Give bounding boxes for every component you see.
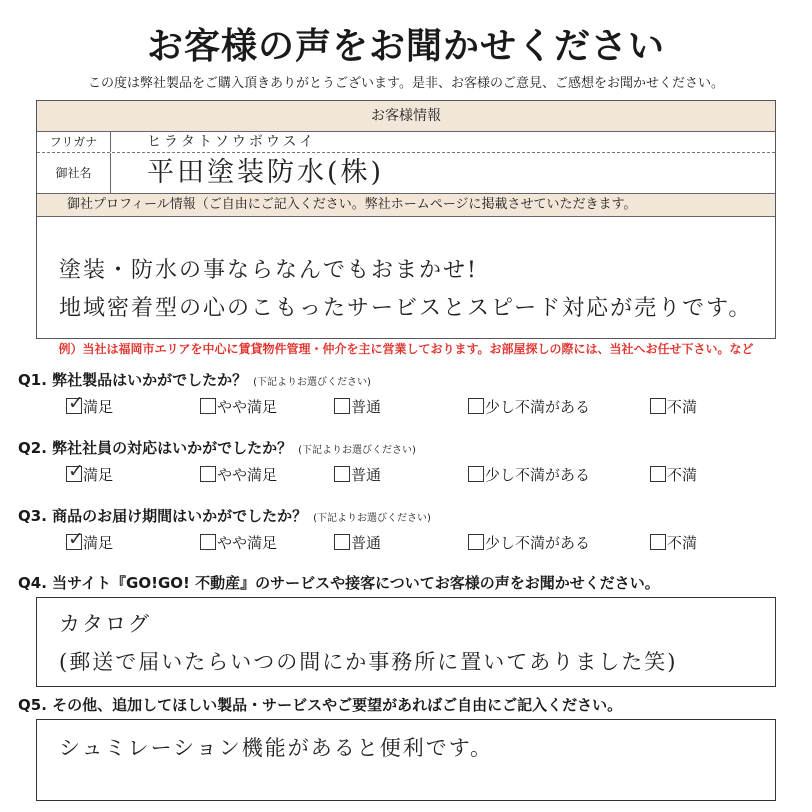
checkbox[interactable] — [334, 534, 350, 550]
intro-text: この度は弊社製品をご購入頂きありがとうございます。是非、お客様のご意見、ご感想をお聞かせください。 — [88, 76, 724, 91]
option-label: 少し不満がある — [485, 398, 591, 416]
question-3-options — [66, 531, 766, 555]
option-label: 不満 — [667, 534, 698, 552]
option-satisfied[interactable] — [66, 463, 113, 487]
option-label: 普通 — [351, 398, 382, 416]
company-label: 御社名 — [37, 153, 111, 193]
option-label: 不満 — [667, 398, 698, 416]
question-5 — [18, 694, 622, 715]
furigana-label: フリガナ — [37, 132, 111, 152]
question-4 — [18, 572, 660, 593]
checkbox[interactable] — [66, 534, 82, 550]
checkbox[interactable] — [200, 466, 216, 482]
example-text: 例）当社は福岡市エリアを中心に賃貸物件管理・仲介を主に営業しております。お部屋探しの際には、当社へお任せ下さい。など — [58, 342, 754, 356]
option-slightly-unsatisfied[interactable] — [468, 463, 590, 487]
option-label: 少し不満がある — [485, 466, 591, 484]
checkbox[interactable] — [468, 466, 484, 482]
option-label: 普通 — [351, 466, 382, 484]
option-average[interactable] — [334, 463, 381, 487]
option-somewhat-satisfied[interactable] — [200, 463, 277, 487]
checkbox[interactable] — [200, 534, 216, 550]
option-label: 満足 — [83, 534, 114, 552]
furigana-field[interactable]: ヒラタトソウボウスイ — [147, 134, 317, 150]
answer-line: シュミレーション機能があると便利です。 — [59, 736, 494, 760]
profile-field[interactable] — [37, 217, 775, 340]
customer-info-box — [36, 100, 776, 339]
checkbox[interactable] — [650, 534, 666, 550]
answer-line: カタログ — [59, 612, 151, 636]
question-3 — [18, 505, 431, 526]
option-slightly-unsatisfied[interactable] — [468, 531, 590, 555]
answer-line: (郵送で届いたらいつの間にか事務所に置いてありました笑) — [59, 650, 678, 674]
profile-line: 地域密着型の心のこもったサービスとスピード対応が売りです。 — [59, 296, 753, 321]
question-label: Q1. 弊社製品はいかがでしたか？ — [18, 371, 248, 389]
furigana-row — [37, 132, 775, 153]
option-average[interactable] — [334, 531, 381, 555]
option-unsatisfied[interactable] — [650, 463, 697, 487]
question-label: Q5. その他、追加してほしい製品・サービスやご要望があればご自由にご記入ください。 — [18, 696, 623, 714]
customer-info-heading: お客様情報 — [37, 101, 775, 132]
question-note: (下記よりお選びください) — [313, 513, 431, 524]
question-2 — [18, 437, 416, 458]
checkbox[interactable] — [650, 398, 666, 414]
option-satisfied[interactable] — [66, 531, 113, 555]
option-label: 普通 — [351, 534, 382, 552]
option-label: やや満足 — [217, 534, 278, 552]
checkbox[interactable] — [334, 398, 350, 414]
checkbox[interactable] — [468, 398, 484, 414]
checkbox[interactable] — [66, 466, 82, 482]
checkbox[interactable] — [66, 398, 82, 414]
profile-heading: 御社プロフィール情報（ご自由にご記入ください。弊社ホームページに掲載させていただきます。 — [37, 194, 775, 217]
checkbox[interactable] — [200, 398, 216, 414]
question-1 — [18, 369, 371, 390]
checkbox[interactable] — [334, 466, 350, 482]
company-name-field[interactable]: 平田塗装防水(株) — [147, 157, 385, 188]
option-somewhat-satisfied[interactable] — [200, 531, 277, 555]
option-slightly-unsatisfied[interactable] — [468, 395, 590, 419]
page-title: お客様の声をお聞かせください — [146, 26, 665, 67]
checkbox[interactable] — [650, 466, 666, 482]
option-satisfied[interactable] — [66, 395, 113, 419]
option-label: 不満 — [667, 466, 698, 484]
option-label: やや満足 — [217, 398, 278, 416]
question-label: Q3. 商品のお届け期間はいかがでしたか？ — [18, 507, 308, 525]
question-1-options — [66, 395, 766, 419]
option-unsatisfied[interactable] — [650, 395, 697, 419]
question-note: (下記よりお選びください) — [298, 445, 416, 456]
question-label: Q2. 弊社社員の対応はいかがでしたか？ — [18, 439, 293, 457]
question-note: (下記よりお選びください) — [253, 377, 371, 388]
option-average[interactable] — [334, 395, 381, 419]
profile-line: 塗装・防水の事ならなんでもおまかせ! — [59, 258, 478, 283]
option-label: やや満足 — [217, 466, 278, 484]
checkbox[interactable] — [468, 534, 484, 550]
option-somewhat-satisfied[interactable] — [200, 395, 277, 419]
question-label: Q4. 当サイト『GO!GO! 不動産』のサービスや接客についてお客様の声をお聞かせください。 — [18, 574, 660, 592]
option-label: 満足 — [83, 466, 114, 484]
q4-answer-field[interactable] — [36, 597, 776, 687]
option-label: 満足 — [83, 398, 114, 416]
option-unsatisfied[interactable] — [650, 531, 697, 555]
q5-answer-field[interactable] — [36, 719, 776, 801]
company-row — [37, 153, 775, 194]
option-label: 少し不満がある — [485, 534, 591, 552]
question-2-options — [66, 463, 766, 487]
